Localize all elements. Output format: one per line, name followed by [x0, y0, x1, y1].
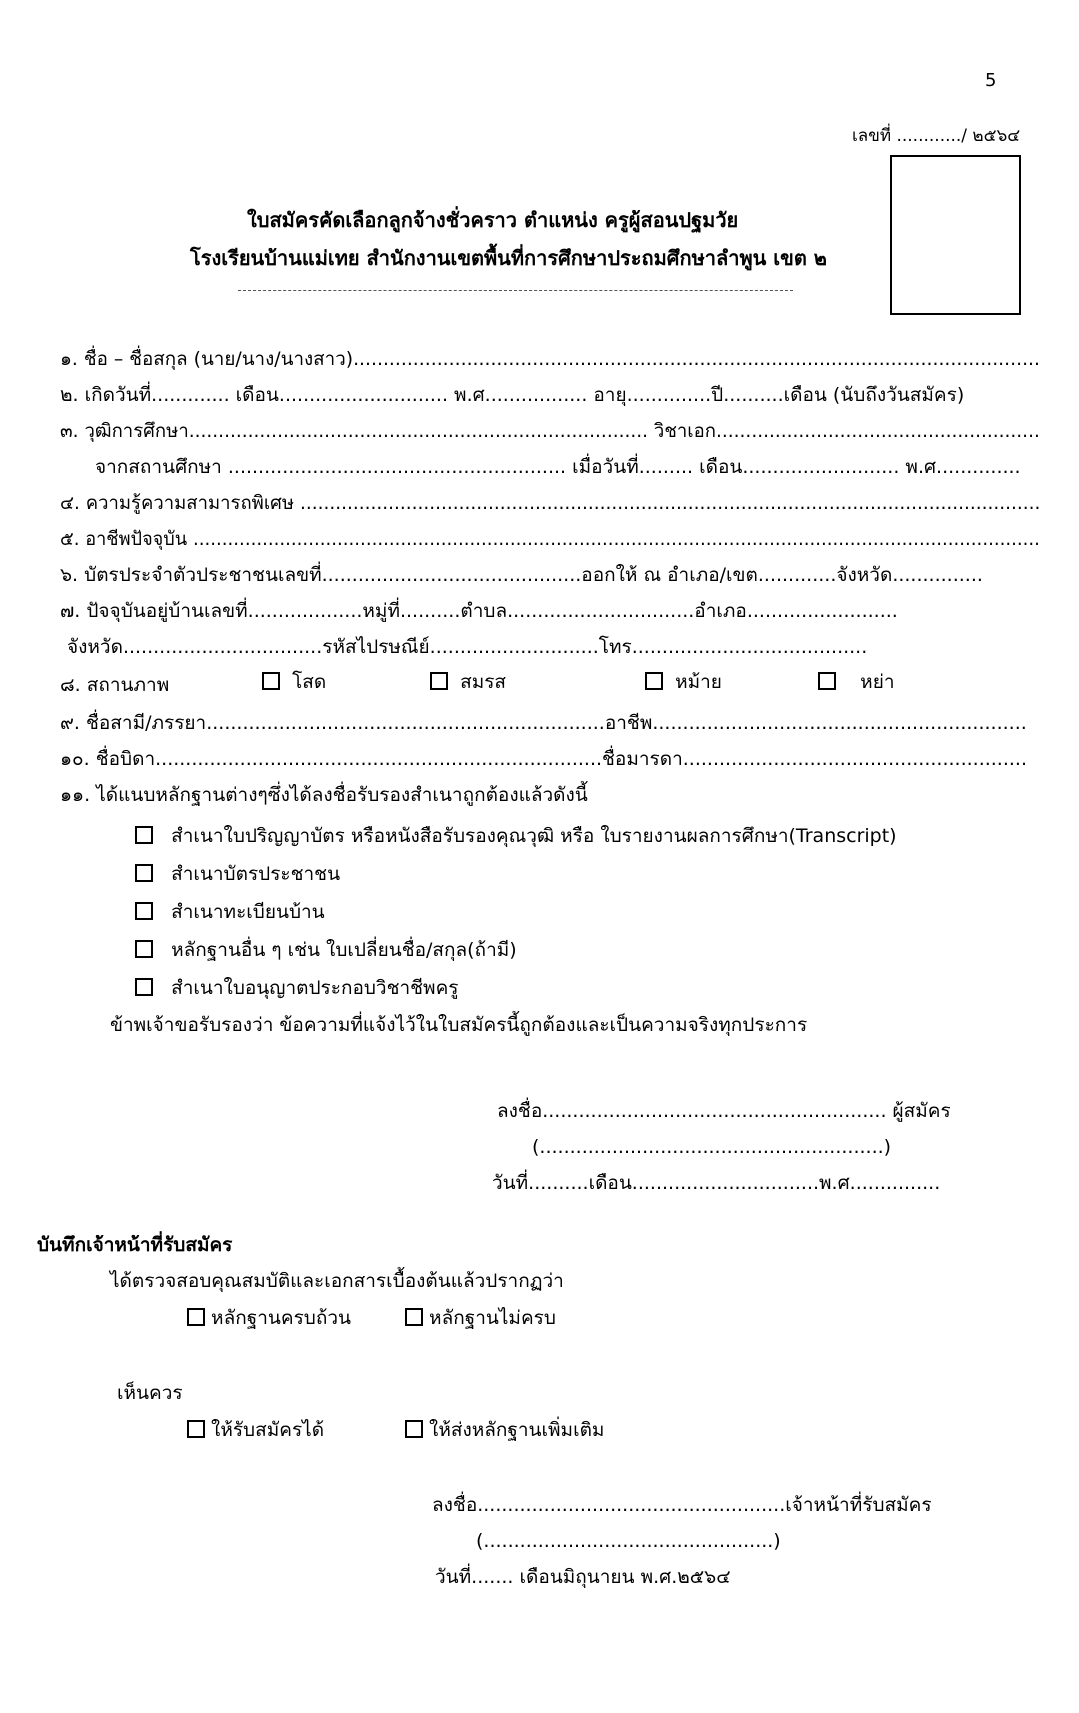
officer-signature[interactable]: ลงชื่อ...................................................เจ้าหน้าที่รับสมัคร	[432, 1494, 932, 1516]
field-province[interactable]: จังหวัด.................................รหัสไปรษณีย์............................โทร.......................................	[67, 636, 868, 658]
document-number: เลขที่ ............/ ๒๕๖๔	[852, 126, 1021, 146]
checkbox-icon[interactable]	[430, 672, 448, 690]
field-occupation[interactable]: ๕. อาชีพปัจจุบัน ...................................................................................................................................................	[60, 528, 1040, 550]
officer-sign-date: วันที่....... เดือนมิถุนายน พ.ศ.๒๕๖๔	[435, 1566, 731, 1588]
field-institution[interactable]: จากสถานศึกษา ........................................................ เมื่อวันที่......... เดือน.......................... พ.ศ..............	[95, 456, 1021, 478]
officer-option-accept[interactable]: ให้รับสมัครได้	[187, 1420, 324, 1440]
checkbox-icon[interactable]	[405, 1308, 423, 1326]
officer-option-more-docs[interactable]: ให้ส่งหลักฐานเพิ่มเติม	[405, 1420, 604, 1440]
checkbox-icon[interactable]	[405, 1420, 423, 1438]
checkbox-icon[interactable]	[135, 864, 153, 882]
checkbox-icon[interactable]	[645, 672, 663, 690]
field-spouse[interactable]: ๙. ชื่อสามี/ภรรยา..................................................................อาชีพ..............................................................	[60, 712, 1027, 734]
field-birth[interactable]: ๒. เกิดวันที่............. เดือน............................ พ.ศ................. อายุ..............ปี..........เดือน (นับถึงวันสมัคร)	[60, 384, 965, 406]
field-attachments-label: ๑๑. ได้แนบหลักฐานต่างๆซึ่งได้ลงชื่อรับรองสำเนาถูกต้องแล้วดังนี้	[60, 784, 588, 806]
checkbox-icon[interactable]	[135, 978, 153, 996]
officer-option-incomplete[interactable]: หลักฐานไม่ครบ	[405, 1308, 556, 1328]
form-title-line1: ใบสมัครคัดเลือกลูกจ้างชั่วคราว ตำแหน่ง ครูผู้สอนปฐมวัย	[247, 208, 739, 232]
status-option-widowed[interactable]: หม้าย	[645, 672, 722, 692]
attachment-item[interactable]: สำเนาใบอนุญาตประกอบวิชาชีพครู	[135, 978, 459, 998]
officer-opinion-label: เห็นควร	[117, 1382, 183, 1404]
officer-option-complete[interactable]: หลักฐานครบถ้วน	[187, 1308, 351, 1328]
checkbox-icon[interactable]	[187, 1308, 205, 1326]
checkbox-icon[interactable]	[818, 672, 836, 690]
field-education[interactable]: ๓. วุฒิการศึกษา.............................................................................. วิชาเอก.......................................................	[60, 420, 1040, 442]
checkbox-icon[interactable]	[262, 672, 280, 690]
photo-box	[890, 155, 1021, 315]
attachment-item[interactable]: สำเนาใบปริญญาบัตร หรือหนังสือรับรองคุณวุฒิ หรือ ใบรายงานผลการศึกษา(Transcript)	[135, 826, 897, 846]
field-ability[interactable]: ๔. ความรู้ความสามารถพิเศษ ..............................................................................................................................	[60, 492, 1041, 514]
field-address[interactable]: ๗. ปัจจุบันอยู่บ้านเลขที่...................หมู่ที่..........ตำบล...............................อำเภอ.........................	[60, 600, 898, 622]
field-name[interactable]: ๑. ชื่อ – ชื่อสกุล (นาย/นาง/นางสาว)...................................................................................................................	[60, 348, 1040, 370]
attachment-item[interactable]: สำเนาทะเบียนบ้าน	[135, 902, 325, 922]
applicant-signature[interactable]: ลงชื่อ......................................................... ผู้สมัคร	[497, 1100, 951, 1122]
applicant-sign-date[interactable]: วันที่..........เดือน...............................พ.ศ...............	[492, 1172, 941, 1194]
officer-section-heading: บันทึกเจ้าหน้าที่รับสมัคร	[37, 1234, 233, 1256]
officer-printed-name[interactable]: (................................................)	[476, 1530, 781, 1552]
title-divider	[238, 290, 793, 291]
field-parents[interactable]: ๑๐. ชื่อบิดา..........................................................................ชื่อมารดา.........................................................	[60, 748, 1028, 770]
status-option-divorced[interactable]: หย่า	[818, 672, 895, 692]
attachment-item[interactable]: หลักฐานอื่น ๆ เช่น ใบเปลี่ยนชื่อ/สกุล(ถ้ามี)	[135, 940, 517, 960]
status-option-single[interactable]: โสด	[262, 672, 326, 692]
checkbox-icon[interactable]	[135, 940, 153, 958]
checkbox-icon[interactable]	[135, 826, 153, 844]
status-option-married[interactable]: สมรส	[430, 672, 506, 692]
form-title-line2: โรงเรียนบ้านแม่เทย สำนักงานเขตพื้นที่การศึกษาประถมศึกษาลำพูน เขต ๒	[190, 246, 827, 270]
field-status-label: ๘. สถานภาพ	[60, 674, 170, 696]
checkbox-icon[interactable]	[187, 1420, 205, 1438]
attachment-item[interactable]: สำเนาบัตรประชาชน	[135, 864, 340, 884]
certify-statement: ข้าพเจ้าขอรับรองว่า ข้อความที่แจ้งไว้ในใบสมัครนี้ถูกต้องและเป็นความจริงทุกประการ	[110, 1014, 808, 1036]
applicant-printed-name[interactable]: (.........................................................)	[532, 1136, 892, 1158]
officer-checked-text: ได้ตรวจสอบคุณสมบัติและเอกสารเบื้องต้นแล้วปรากฏว่า	[110, 1270, 564, 1292]
checkbox-icon[interactable]	[135, 902, 153, 920]
field-idcard[interactable]: ๖. บัตรประจำตัวประชาชนเลขที่...........................................ออกให้ ณ อำเภอ/เขต.............จังหวัด...............	[60, 564, 983, 586]
page-number: 5	[985, 70, 997, 91]
